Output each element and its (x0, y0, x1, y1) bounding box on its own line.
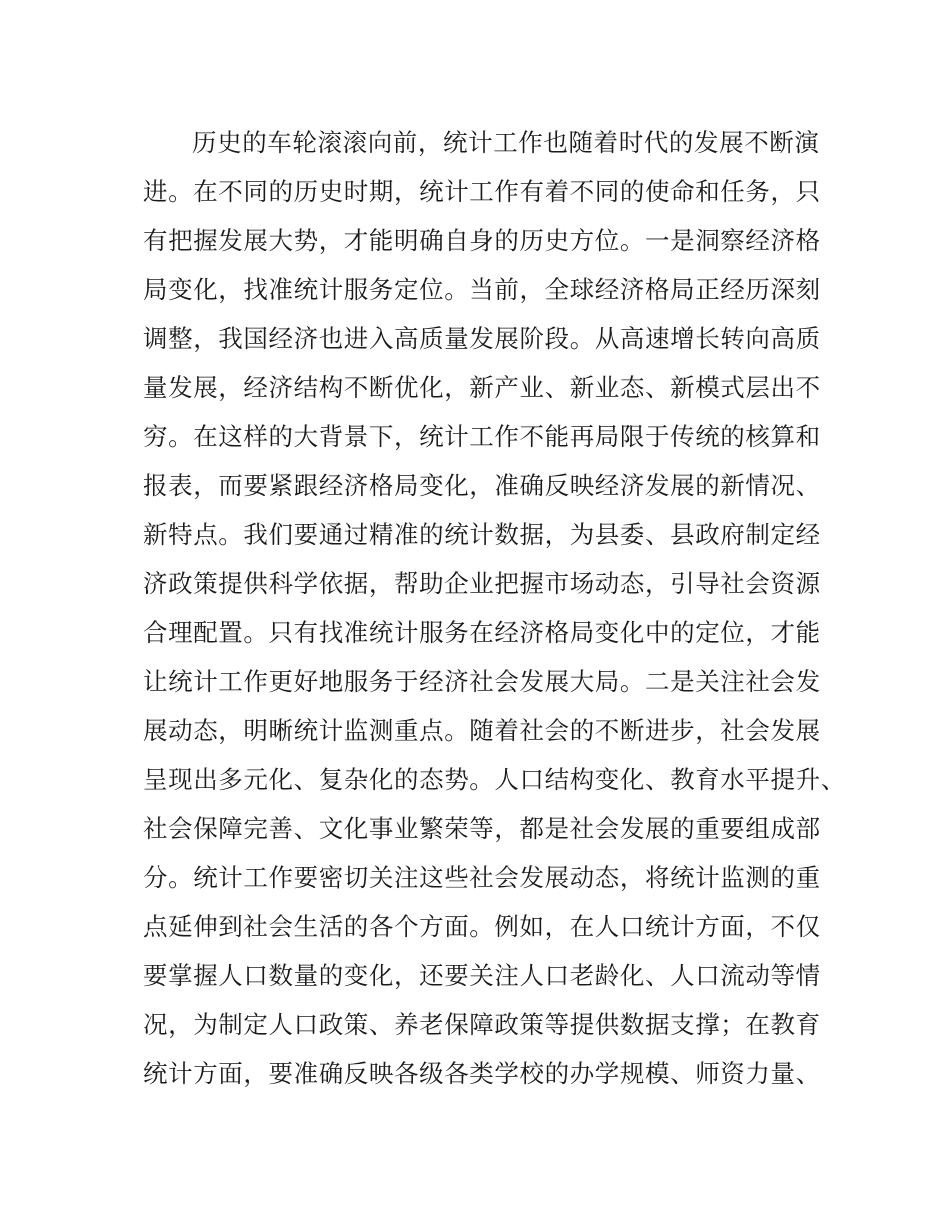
paragraph-line: 社会保障完善、文化事业繁荣等，都是社会发展的重要组成部 (143, 814, 821, 843)
paragraph-line: 有把握发展大势，才能明确自身的历史方位。一是洞察经济格 (143, 226, 821, 255)
paragraph-line: 调整，我国经济也进入高质量发展阶段。从高速增长转向高质 (143, 324, 821, 353)
paragraph-line: 况，为制定人口政策、养老保障政策等提供数据支撑；在教育 (143, 1010, 821, 1039)
paragraph-line: 统计方面，要准确反映各级各类学校的办学规模、师资力量、 (143, 1059, 821, 1088)
paragraph-line: 量发展，经济结构不断优化，新产业、新业态、新模式层出不 (143, 373, 821, 402)
paragraph-line: 分。统计工作要密切关注这些社会发展动态，将统计监测的重 (143, 863, 821, 892)
paragraph-line: 要掌握人口数量的变化，还要关注人口老龄化、人口流动等情 (143, 961, 821, 990)
paragraph-line: 呈现出多元化、复杂化的态势。人口结构变化、教育水平提升、 (143, 765, 846, 794)
paragraph-line: 历史的车轮滚滚向前，统计工作也随着时代的发展不断演 (192, 128, 820, 157)
paragraph-line: 合理配置。只有找准统计服务在经济格局变化中的定位，才能 (143, 618, 821, 647)
paragraph-line: 报表，而要紧跟经济格局变化，准确反映经济发展的新情况、 (143, 471, 821, 500)
paragraph-line: 局变化，找准统计服务定位。当前，全球经济格局正经历深刻 (143, 275, 821, 304)
paragraph-line: 新特点。我们要通过精准的统计数据，为县委、县政府制定经 (143, 520, 821, 549)
paragraph-line: 穷。在这样的大背景下，统计工作不能再局限于传统的核算和 (143, 422, 821, 451)
paragraph-line: 进。在不同的历史时期，统计工作有着不同的使命和任务，只 (143, 177, 821, 206)
paragraph-line: 让统计工作更好地服务于经济社会发展大局。二是关注社会发 (143, 667, 821, 696)
paragraph-line: 展动态，明晰统计监测重点。随着社会的不断进步，社会发展 (143, 716, 821, 745)
paragraph-line: 济政策提供科学依据，帮助企业把握市场动态，引导社会资源 (143, 569, 821, 598)
paragraph-line: 点延伸到社会生活的各个方面。例如，在人口统计方面，不仅 (143, 912, 821, 941)
